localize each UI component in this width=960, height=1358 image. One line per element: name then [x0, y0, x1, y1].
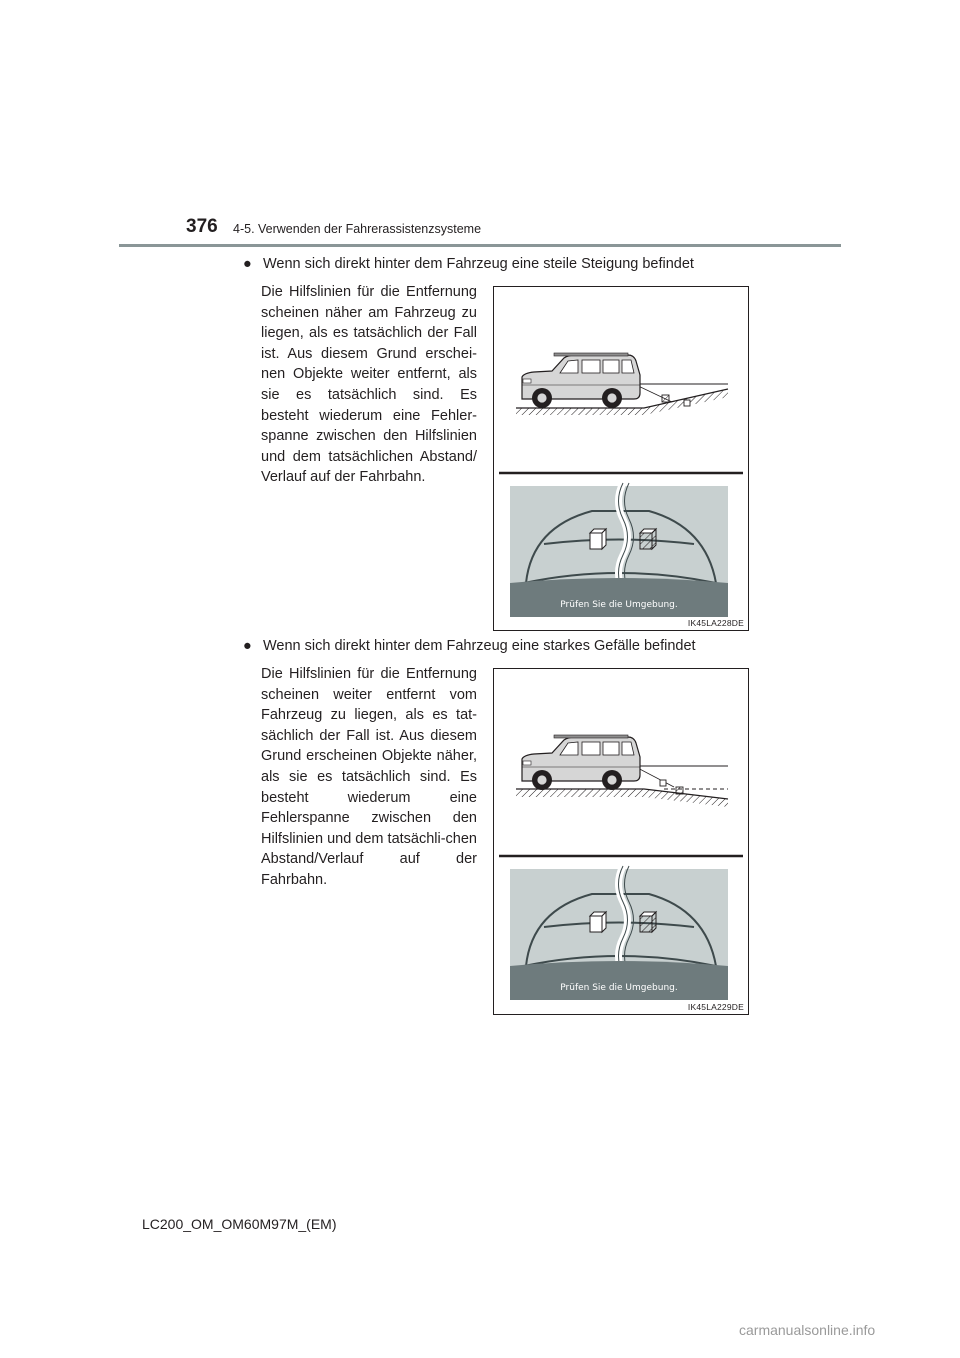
footer-doc-code: LC200_OM_OM60M97M_(EM) — [142, 1216, 337, 1232]
watermark: carmanualsonline.info — [739, 1322, 876, 1338]
obstacle-hatched-box-icon — [640, 912, 656, 932]
ground-hatch — [516, 789, 728, 807]
figure-code: IK45LA229DE — [687, 1002, 744, 1012]
camera-screen — [510, 483, 728, 617]
bullet-icon: ● — [243, 256, 252, 272]
obstacle-hatched-box-icon — [640, 529, 656, 549]
paragraph-steep-decline: Die Hilfslinien für die Entfernung scheinen weiter entfernt vom Fahrzeug zu liegen, als es tat-sächlich der Fall ist. Aus diesem Grund erscheinen Objekte näher, als sie es tatsächlich sind. Es besteht wiederum eine Fehlerspanne zwischen den Hilfslinien und dem tatsächli-chen Abstand/Verlauf auf der Fahrbahn. — [261, 666, 477, 888]
incline-illustration — [494, 287, 748, 630]
header-rule — [119, 244, 841, 247]
obstacle-box-icon — [590, 529, 606, 549]
screen-caption: Prüfen Sie die Umgebung. — [560, 600, 678, 610]
figure-steep-incline — [493, 286, 749, 631]
bullet-heading-steep-incline — [243, 256, 694, 272]
page-number: 376 — [186, 216, 218, 237]
obstacle-box-icon — [590, 912, 606, 932]
screen-caption: Prüfen Sie die Umgebung. — [560, 983, 678, 993]
decline-illustration — [494, 669, 748, 1014]
vehicle-icon — [522, 735, 640, 790]
bullet-heading-text: Wenn sich direkt hinter dem Fahrzeug eine starkes Gefälle befindet — [263, 638, 696, 654]
paragraph-steep-incline: Die Hilfslinien für die Entfernung scheinen näher am Fahrzeug zu liegen, als es tatsächlich der Fall ist. Aus diesem Grund erschei-nen Objekte weiter entfernt, als sie es tatsächlich sind. Es besteht wiederum eine Fehler-spanne zwischen den Hilfslinien und dem tatsächlichen Abstand/ Verlauf auf der Fahrbahn. — [261, 284, 477, 486]
bullet-heading-text: Wenn sich direkt hinter dem Fahrzeug eine steile Steigung befindet — [263, 256, 694, 272]
obstacle-hatched — [676, 787, 683, 794]
bullet-heading-steep-decline — [243, 638, 696, 654]
bullet-icon: ● — [243, 638, 252, 654]
camera-screen — [510, 866, 728, 1000]
figure-steep-decline — [493, 668, 749, 1015]
figure-code: IK45LA228DE — [687, 618, 744, 628]
obstacle-plain — [660, 780, 666, 786]
vehicle-icon — [522, 353, 640, 408]
section-title: 4-5. Verwenden der Fahrerassistenzsysteme — [233, 222, 482, 236]
obstacle-plain — [684, 400, 690, 406]
obstacle-hatched — [662, 395, 669, 402]
